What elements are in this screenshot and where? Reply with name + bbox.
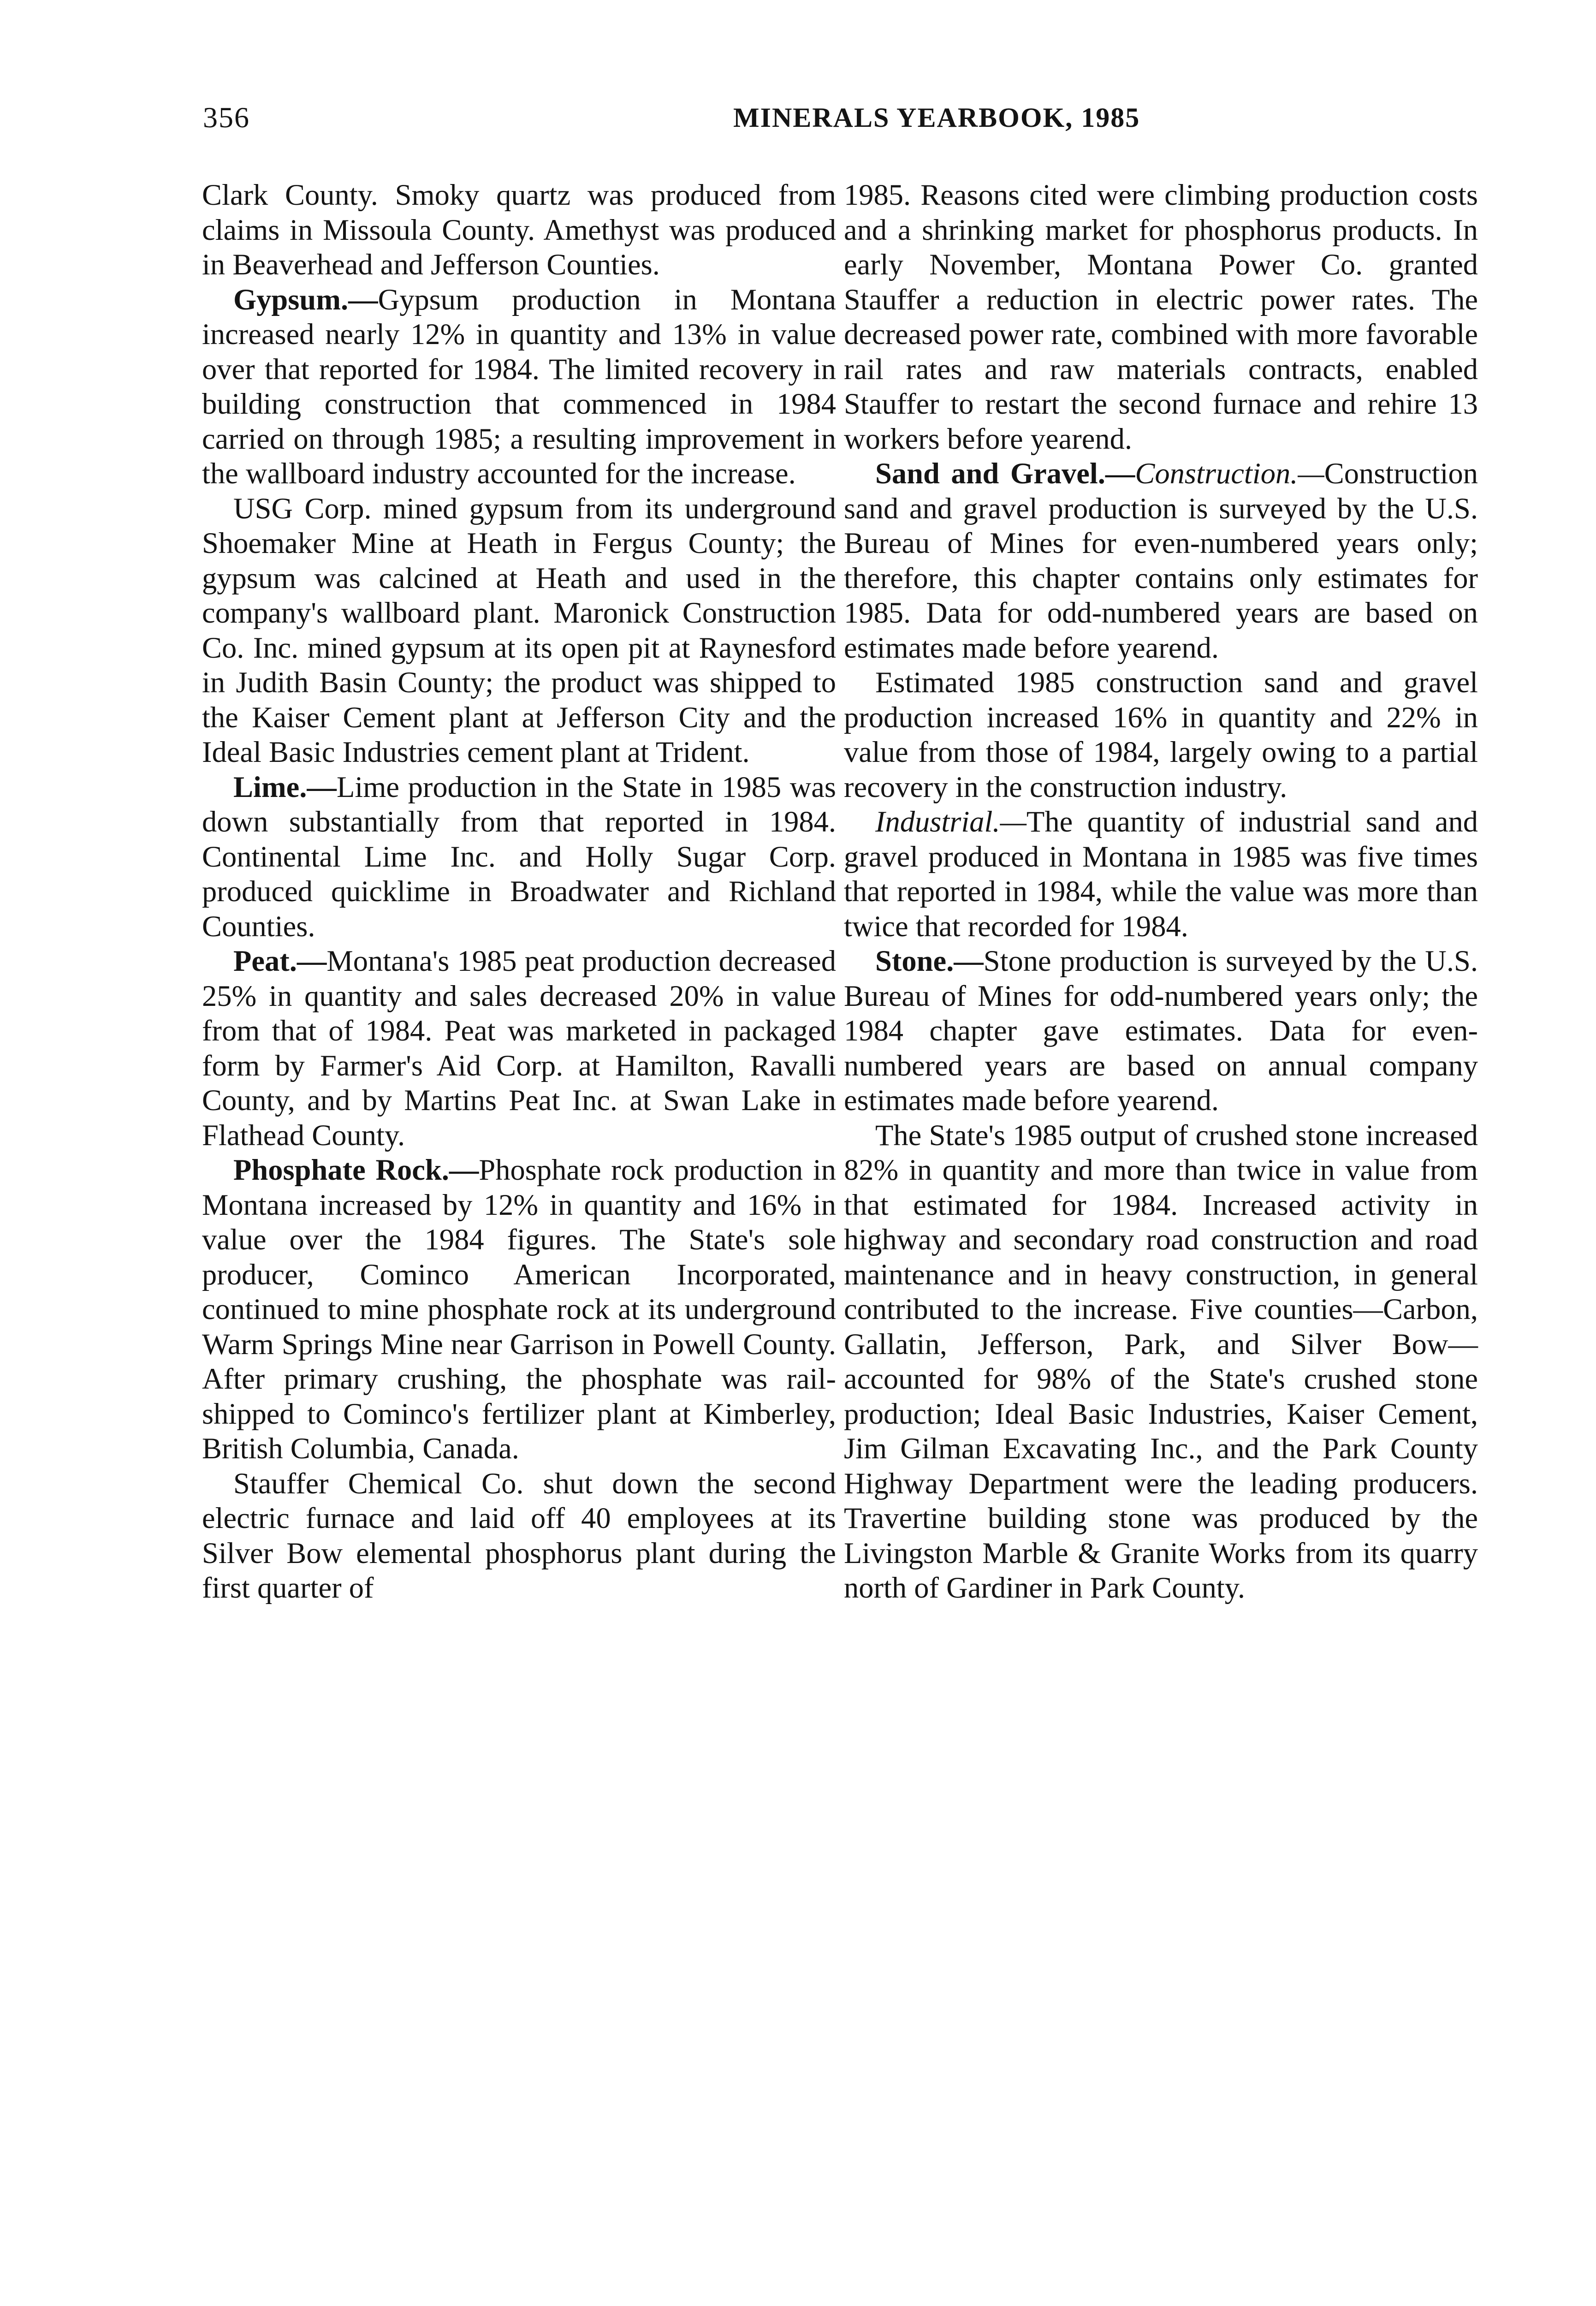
paragraph-gypsum-producers — [202, 491, 836, 770]
paragraph-text: Lime production in the State in 1985 was down substantially from that reported in 1984. Continental Lime Inc. and Holly Sugar Corp. produced quicklime in Broadwater and Richland Counties. — [202, 770, 836, 943]
section-heading-sand-and-gravel: Sand and Gravel.— — [875, 457, 1135, 490]
running-title: MINERALS YEARBOOK, 1985 — [733, 102, 1140, 133]
paragraph-gypsum — [202, 282, 836, 491]
section-heading-lime: Lime.— — [233, 770, 337, 803]
paragraph-text: Stone production is surveyed by the U.S. Bureau of Mines for odd-numbered years only; the 1984 chapter gave estimates. Data for even-numbered years are based on annual company estimates made before yearend. — [844, 945, 1478, 1117]
paragraph-crushed-stone — [844, 1118, 1478, 1605]
paragraph-lime — [202, 770, 836, 944]
paragraph-construction-estimates — [844, 665, 1478, 804]
paragraph-text: The quantity of industrial sand and gravel produced in Montana in 1985 was five times that reported in 1984, while the value was more than twice that recorded for 1984. — [844, 805, 1478, 943]
paragraph-gemstones-continued — [202, 178, 836, 282]
paragraph-text: Phosphate rock production in Montana increased by 12% in quantity and 16% in value over the 1984 figures. The State's sole producer, Cominco American Incorporated, continued to mine phosphate rock at its underground Warm Springs Mine near Garrison in Powell County. After primary crushing, the phosphate was rail-shipped to Cominco's fertilizer plant at Kimberley, British Columbia, Canada. — [202, 1153, 836, 1465]
right-column — [844, 178, 1478, 1605]
paragraph-text: USG Corp. mined gypsum from its underground Shoemaker Mine at Heath in Fergus County; the gypsum was calcined at Heath and used in the company's wallboard plant. Maronick Construction Co. Inc. mined gypsum at its open pit at Raynesford in Judith Basin County; the product was shipped to the Kaiser Cement plant at Jefferson City and the Ideal Basic Industries cement plant at Trident. — [202, 492, 836, 768]
subheading-industrial: Industrial.— — [875, 805, 1026, 838]
paragraph-text: Montana's 1985 peat production decreased 25% in quantity and sales decreased 20% in value from that of 1984. Peat was marketed in packaged form by Farmer's Aid Corp. at Hamilton, Ravalli County, and by Martins Peat Inc. at Swan Lake in Flathead County. — [202, 945, 836, 1152]
section-heading-phosphate-rock: Phosphate Rock.— — [233, 1153, 479, 1186]
paragraph-stauffer — [202, 1466, 836, 1605]
paragraph-stone — [844, 944, 1478, 1118]
paragraph-text: Estimated 1985 construction sand and gravel production increased 16% in quantity and 22% in value from those of 1984, largely owing to a partial recovery in the construction industry. — [844, 666, 1478, 803]
section-heading-peat: Peat.— — [233, 945, 327, 977]
left-column — [202, 178, 836, 1605]
paragraph-text: 1985. Reasons cited were climbing production costs and a shrinking market for phosphorus products. In early November, Montana Power Co. granted Stauffer a reduction in electric power rates. The decreased power rate, combined with more favorable rail rates and raw materials contracts, enabled Stauffer to restart the second furnace and rehire 13 workers before yearend. — [844, 178, 1478, 455]
paragraph-sand-and-gravel — [844, 456, 1478, 665]
section-heading-stone: Stone.— — [875, 945, 984, 977]
paragraph-text: The State's 1985 output of crushed stone increased 82% in quantity and more than twice in value from that estimated for 1984. Increased activity in highway and secondary road construction and road maintenance and in heavy construction, in general contributed to the increase. Five counties—Carbon, Gallatin, Jefferson, Park, and Silver Bow—accounted for 98% of the State's crushed stone production; Ideal Basic Industries, Kaiser Cement, Jim Gilman Excavating Inc., and the Park County Highway Department were the leading producers. Travertine building stone was produced by the Livingston Marble & Granite Works from its quarry north of Gardiner in Park County. — [844, 1118, 1478, 1604]
page-number: 356 — [203, 101, 250, 134]
paragraph-text: Construction sand and gravel production is surveyed by the U.S. Bureau of Mines for even-numbered years only; therefore, this chapter contains only estimates for 1985. Data for odd-numbered years are based on estimates made before yearend. — [844, 457, 1478, 664]
paragraph-text: Clark County. Smoky quartz was produced from claims in Missoula County. Amethyst was produced in Beaverhead and Jefferson Counties. — [202, 178, 836, 281]
paragraph-peat — [202, 944, 836, 1153]
section-heading-gypsum: Gypsum.— — [233, 283, 378, 316]
paragraph-text: Stauffer Chemical Co. shut down the second electric furnace and laid off 40 employees at its Silver Bow elemental phosphorus plant during the first quarter of — [202, 1467, 836, 1604]
paragraph-phosphate-rock — [202, 1153, 836, 1466]
paragraph-stauffer-continued — [844, 178, 1478, 456]
subheading-construction: Construction.— — [1135, 457, 1324, 490]
paragraph-text: Gypsum production in Montana increased nearly 12% in quantity and 13% in value over that reported for 1984. The limited recovery in building construction that commenced in 1984 carried on through 1985; a resulting improvement in the wallboard industry accounted for the increase. — [202, 283, 836, 490]
page-header — [203, 92, 1549, 143]
paragraph-industrial — [844, 804, 1478, 944]
